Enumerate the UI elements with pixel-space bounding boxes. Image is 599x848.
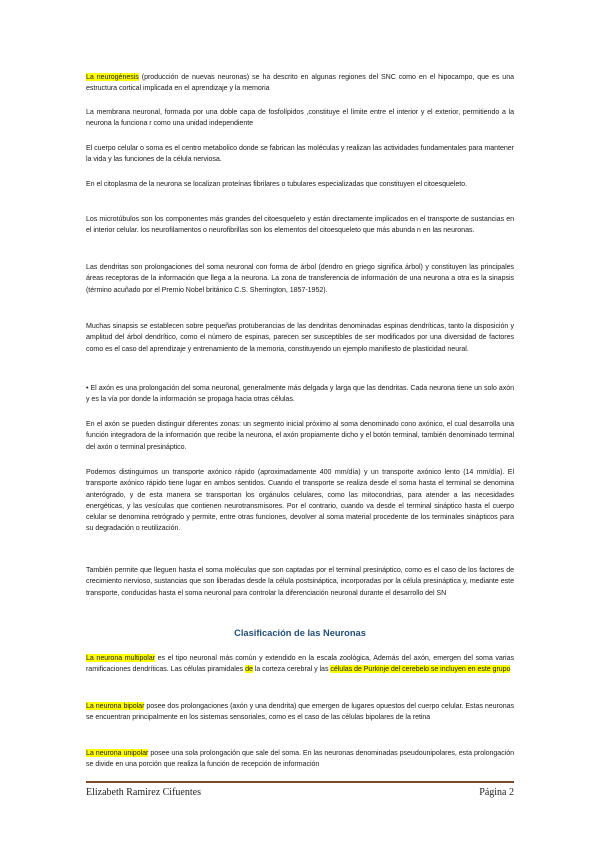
- paragraph-text: es el tipo neuronal más común y extendido en la escala zoológica, Además del axón, emergen del soma varias ramificaciones dendríticas. Las células piramidales: [86, 654, 514, 674]
- highlighted-term: La neurona bipolar: [86, 702, 145, 710]
- paragraph-text: (producción de nuevas neuronas) se ha descrito en algunas regiones del SNC como en el hipocampo, que es una estructura cortical implicada en el aprendizaje y la memoria: [86, 73, 514, 93]
- highlighted-term: La neurona multipolar: [86, 654, 156, 662]
- section-heading: Clasificación de las Neuronas: [234, 628, 366, 638]
- paragraph-axon: • El axón es una prolongación del soma neuronal, generalmente más delgada y larga que las dendritas. Cada neurona tiene un solo axón y es la vía por donde la información se propaga hacia otras células.: [86, 384, 514, 404]
- paragraph-synapses: Muchas sinapsis se establecen sobre pequeñas protuberancias de las dendritas denominadas espinas dendríticas, tanto la disposición y amplitud del árbol dendrítico, como el número de espinas, parecen ser susceptibles de ser modificados por una diversidad de factores como es el caso del aprendizaje y entrenamiento de la memoria, constituyendo un ejemplo manifiesto de plasticidad neural.: [86, 322, 514, 353]
- highlighted-term: La neurogénesis: [86, 73, 139, 81]
- paragraph-text: posee una sola prolongación que sale del soma. En las neuronas denominadas pseudounipolares, esta prolongación se divide en una porción que realiza la función de recepción de información: [86, 749, 515, 769]
- paragraph-membrane: La membrana neuronal, formada por una doble capa de fosfolípidos ,constituye el límite entre el interior y el exterior, permitiendo a la neurona la funciona r como una unidad independiente: [86, 108, 514, 128]
- paragraph-microtubules: Los microtúbulos son los componentes más grandes del citoesqueleto y están directamente implicados en el transporte de sustancias en el interior celular. los neurofilamentos o neurofibrillas son los elementos del citoesqueleto que más abunda n en las neuronas.: [86, 215, 514, 235]
- paragraph-text: posee dos prolongaciones (axón y una dendrita) que emergen de lugares opuestos del cuerpo celular. Estas neuronas se encuentran principalmente en los sistemas sensoriales, como es el caso de las células bipolares de la retina: [86, 702, 514, 722]
- footer-page-number: Página 2: [479, 787, 514, 798]
- paragraph-axonal-transport: Podemos distinguimos un transporte axónico rápido (aproximadamente 400 mm/día) y un transporte axónico lento (14 mm/día). El transporte axónico rápido tiene lugar en ambos sentidos. Cuando el transporte se realiza desde el soma hasta el terminal se denomina anterógrado, y de esta manera se transportan los orgánulos celulares, como las mitocondrias, para atender a las necesidades energéticas, y las vesículas que contienen neurotransmisores. Por el contrario, cuando va desde el terminal sináptico hasta el cuerpo celular se denomina retrógrado y permite, entre otras funciones, devolver al soma material procedente de los terminales sinápticos para su degradación o reutilización.: [86, 468, 514, 533]
- footer-author: Elizabeth Ramirez Cifuentes: [86, 787, 201, 798]
- paragraph-multipolar: [86, 653, 514, 676]
- paragraph-dendrites: Las dendritas son prolongaciones del soma neuronal con forma de árbol (dendro en griego significa árbol) y constituyen las principales áreas receptoras de la información que llega a la neurona. La zona de transferencia de información de una neurona a otra es la sinapsis (término acuñado por el Premio Nobel británico C.S. Sherrington, 1857-1952).: [86, 263, 514, 294]
- footer-divider: [86, 781, 514, 783]
- highlighted-term: células de Purkinje del cerebelo se incluyen en este grupo: [330, 665, 511, 674]
- paragraph-soma: El cuerpo celular o soma es el centro metabolico donde se fabrican las moléculas y realizan las actividades fundamentales para mantener la vida y las funciones de la célula nerviosa.: [86, 144, 514, 164]
- highlighted-term: de: [245, 665, 253, 674]
- paragraph-bipolar: [86, 701, 514, 724]
- paragraph-soma-molecules: También permite que lleguen hasta el soma moléculas que son captadas por el terminal presináptico, como es el caso de los factores de crecimiento nervioso, sustancias que son liberadas desde la célula postsináptica, incorporadas por la célula presináptica y, mediante este transporte, conducidas hasta el soma neuronal para controlar la diferenciación neuronal durante el desarrollo del SN: [86, 566, 514, 597]
- paragraph-neurogenesis: [86, 72, 514, 95]
- paragraph-axon-zones: En el axón se pueden distinguir diferentes zonas: un segmento inicial próximo al soma denominado cono axónico, el cual desarrolla una función integradora de la información que recibe la neurona, el axón propiamente dicho y el botón terminal, también denominado terminal del axón o terminal presináptico.: [86, 420, 514, 451]
- highlighted-term: La neurona unipolar: [86, 749, 149, 757]
- paragraph-text: la corteza cerebral y las: [252, 665, 331, 674]
- paragraph-cytoplasm: En el citoplasma de la neurona se localizan proteínas fibrilares o tubulares especializadas que constituyen el citoesqueleto.: [86, 180, 467, 188]
- paragraph-unipolar: [86, 748, 514, 771]
